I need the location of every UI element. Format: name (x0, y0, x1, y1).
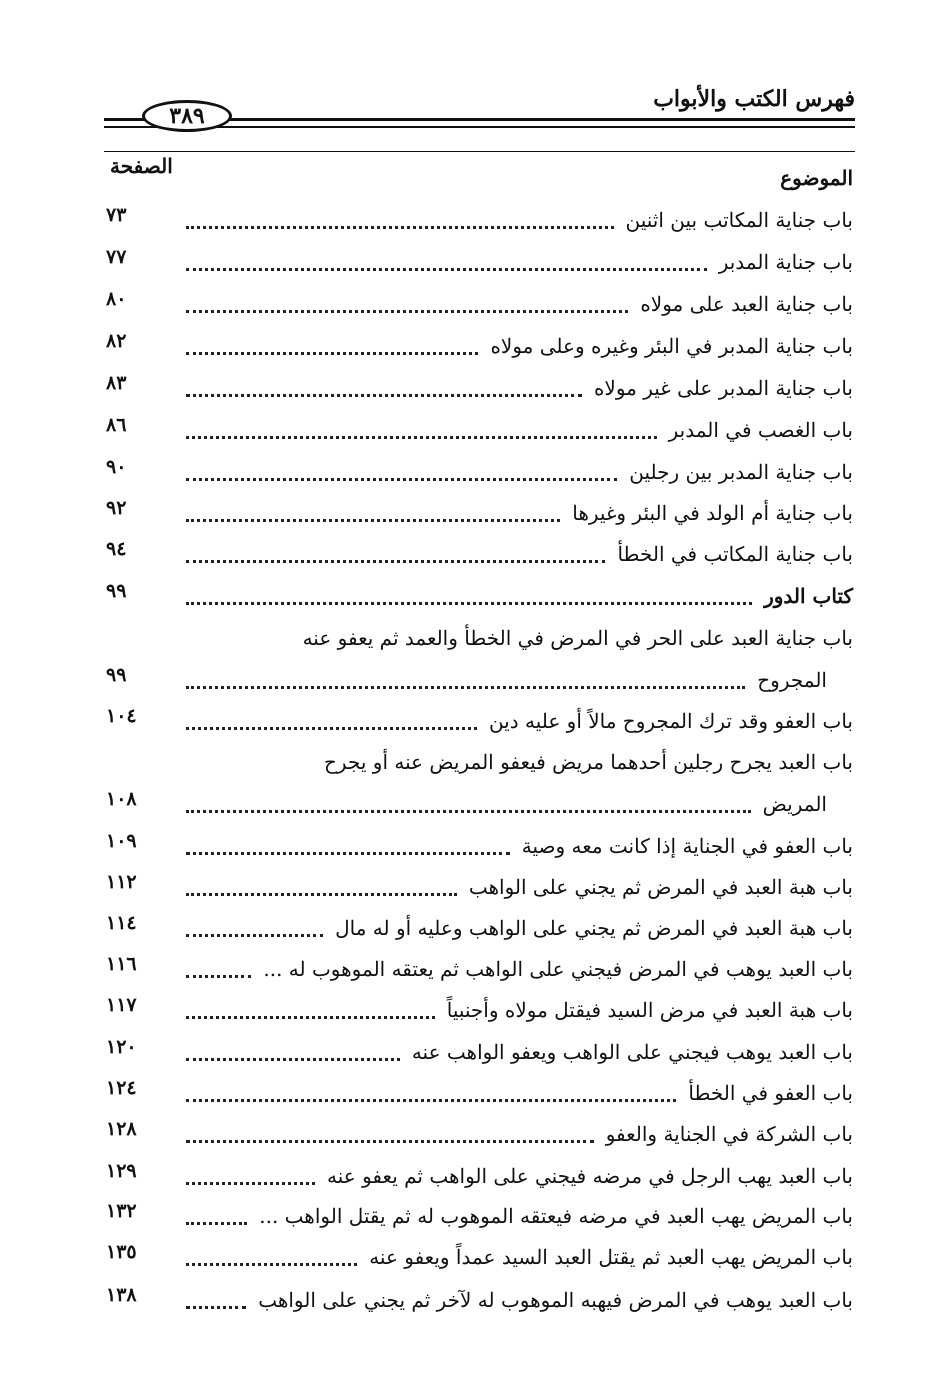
dot-leader (186, 975, 251, 978)
index-entry (0, 788, 945, 830)
entry-title: المجروح (757, 668, 827, 692)
column-rule (104, 151, 855, 152)
dot-leader (186, 560, 605, 563)
page-number: ٣٨٩ (169, 103, 205, 129)
index-entry (0, 871, 945, 913)
entry-title: باب جناية المكاتب في الخطأ (617, 542, 853, 566)
entry-page-number: ١٠٨ (106, 788, 137, 810)
entry-title: باب جناية المكاتب بين اثنين (625, 208, 853, 232)
entry-page-number: ٧٧ (106, 246, 127, 268)
entry-page-number: ١١٧ (106, 994, 137, 1016)
dot-leader (186, 1016, 435, 1019)
running-title: فهرس الكتب والأبواب (653, 86, 855, 112)
entry-page-number: ١٢٨ (106, 1118, 137, 1140)
index-entry (0, 246, 945, 288)
page-number-badge (142, 100, 232, 132)
index-entry (0, 288, 945, 330)
entry-page-number: ١١٢ (106, 871, 137, 893)
dot-leader (186, 602, 752, 605)
entry-page-number: ٨٢ (106, 330, 127, 352)
index-entry (0, 705, 945, 747)
index-entry (0, 456, 945, 498)
entry-page-number: ٨٣ (106, 372, 127, 394)
index-entry (0, 830, 945, 872)
dot-leader (186, 1140, 594, 1143)
dot-leader (186, 1099, 676, 1102)
entry-page-number: ٩٢ (106, 497, 127, 519)
index-entry (0, 912, 945, 954)
entry-title: باب الشركة في الجناية والعفو (605, 1122, 853, 1146)
index-entry (0, 580, 945, 622)
index-entry (0, 1118, 945, 1160)
index-entry (0, 664, 945, 706)
dot-leader (186, 1182, 315, 1185)
entry-title: باب العفو وقد ترك المجروح مالاً أو عليه دين (488, 709, 853, 733)
entry-page-number: ١٣٨ (106, 1284, 137, 1306)
column-header-topic: الموضوع (780, 166, 853, 190)
dot-leader (186, 810, 751, 813)
index-entry (0, 414, 945, 456)
entry-title: باب العبد يجرح رجلين أحدهما مريض فيعفو المريض عنه أو يجرح (324, 750, 853, 774)
dot-leader (186, 394, 582, 397)
entry-page-number: ٩٩ (106, 664, 127, 686)
entry-title: باب جناية المدبر (718, 250, 853, 274)
entry-page-number: ٨٠ (106, 288, 127, 310)
entry-page-number: ٩٩ (106, 580, 127, 602)
dot-leader (186, 226, 614, 229)
entry-title: باب المريض يهب العبد في مرضه فيعتقه الموهوب له ثم يقتل الواهب ... (259, 1204, 853, 1228)
entry-page-number: ١٢٩ (106, 1160, 137, 1182)
index-entry (0, 1160, 945, 1202)
entry-title: باب العفو في الجناية إذا كانت معه وصية (521, 834, 853, 858)
dot-leader (186, 893, 457, 896)
dot-leader (186, 852, 510, 855)
dot-leader (186, 934, 323, 937)
entry-title: باب العبد يهب الرجل في مرضه فيجني على الواهب ثم يعفو عنه (327, 1164, 853, 1188)
dot-leader (186, 686, 745, 689)
entry-title: باب العفو في الخطأ (688, 1081, 853, 1105)
dot-leader (186, 1263, 357, 1266)
index-entry (0, 1200, 945, 1242)
index-entry (0, 372, 945, 414)
index-entry (0, 1284, 945, 1326)
entry-page-number: ٩٠ (106, 456, 127, 478)
entry-page-number: ١٠٤ (106, 705, 137, 727)
dot-leader (186, 310, 628, 313)
entry-page-number: ١١٦ (106, 953, 137, 975)
column-header-page: الصفحة (110, 154, 173, 178)
entry-title: باب جناية العبد على مولاه (640, 292, 853, 316)
dot-leader (186, 268, 707, 271)
index-entry (0, 994, 945, 1036)
index-entry (0, 330, 945, 372)
entry-page-number: ١٣٢ (106, 1200, 137, 1222)
entry-page-number: ١١٤ (106, 912, 137, 934)
entry-title: باب الغصب في المدبر (668, 418, 853, 442)
entry-title: باب العبد يوهب في المرض فيجني على الواهب ثم يعتقه الموهوب له ... (263, 957, 853, 981)
entry-page-number: ١٢٤ (106, 1077, 137, 1099)
index-entry (0, 1241, 945, 1283)
entry-title: باب جناية أم الولد في البئر وغيرها (572, 501, 853, 525)
entry-title: باب جناية المدبر بين رجلين (629, 460, 853, 484)
dot-leader (186, 436, 657, 439)
entry-title: باب العبد يوهب فيجني على الواهب ويعفو الواهب عنه (411, 1040, 853, 1064)
entry-title: باب هبة العبد في المرض ثم يجني على الواهب (468, 875, 853, 899)
index-entry (0, 953, 945, 995)
entry-page-number: ٧٣ (106, 204, 127, 226)
index-entry (0, 622, 945, 664)
dot-leader (186, 1306, 246, 1309)
dot-leader (186, 1058, 400, 1061)
index-entry (0, 746, 945, 788)
entry-page-number: ١٠٩ (106, 830, 137, 852)
entry-title: باب المريض يهب العبد ثم يقتل العبد السيد عمداً ويعفو عنه (369, 1245, 853, 1269)
entry-page-number: ٩٤ (106, 538, 127, 560)
index-entry (0, 1077, 945, 1119)
entry-page-number: ٨٦ (106, 414, 127, 436)
entry-title: كتاب الدور (764, 584, 853, 608)
entry-title: باب جناية المدبر في البئر وغيره وعلى مولاه (490, 334, 853, 358)
index-entry (0, 497, 945, 539)
entry-page-number: ١٢٠ (106, 1036, 137, 1058)
dot-leader (186, 352, 478, 355)
dot-leader (186, 519, 560, 522)
dot-leader (186, 478, 617, 481)
dot-leader (186, 727, 477, 730)
index-entry (0, 1036, 945, 1078)
index-entry (0, 204, 945, 246)
entry-title: باب جناية العبد على الحر في المرض في الخطأ والعمد ثم يعفو عنه (302, 626, 853, 650)
entry-title: باب العبد يوهب في المرض فيهبه الموهوب له لآخر ثم يجني على الواهب (258, 1288, 853, 1312)
entry-title: المريض (762, 792, 827, 816)
entry-page-number: ١٣٥ (106, 1241, 137, 1263)
dot-leader (186, 1222, 247, 1225)
entry-title: باب هبة العبد في مرض السيد فيقتل مولاه وأجنبياً (446, 998, 853, 1022)
entry-title: باب جناية المدبر على غير مولاه (593, 376, 853, 400)
index-entry (0, 538, 945, 580)
entry-title: باب هبة العبد في المرض ثم يجني على الواهب وعليه أو له مال (335, 916, 853, 940)
